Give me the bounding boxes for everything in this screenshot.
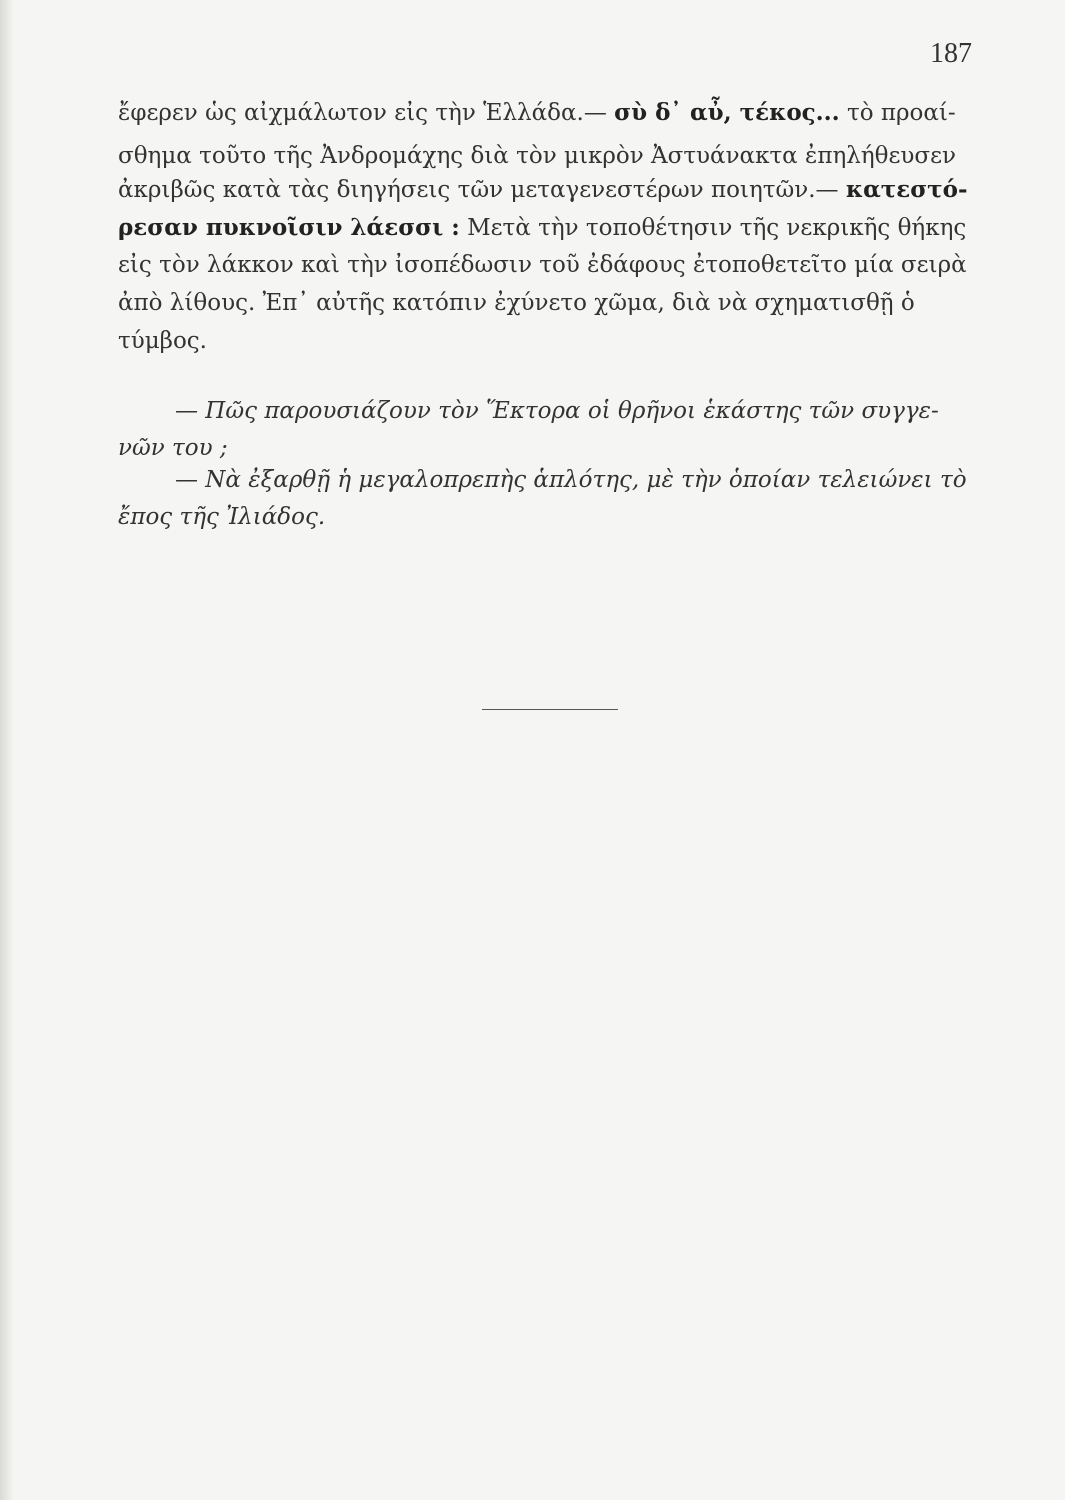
- commentary-line-7: τύμβος.: [118, 328, 207, 354]
- commentary-line-2: σθημα τοῦτο τῆς Ἀνδρομάχης διὰ τὸν μικρὸν Ἀστυάνακτα ἐπηλήθευσεν: [118, 143, 956, 169]
- section-divider: [482, 709, 618, 710]
- commentary-line-6: ἀπὸ λίθους. Ἐπ᾽ αὐτῆς κατόπιν ἐχύνετο χῶμα, διὰ νὰ σχηματισθῇ ὁ: [118, 290, 915, 316]
- lemma-quote: σὺ δ᾽ αὖ, τέκος...: [614, 99, 840, 126]
- commentary-text: τὸ προαί-: [839, 100, 956, 126]
- commentary-line-4: [118, 210, 966, 246]
- commentary-text: ἔφερεν ὡς αἰχμάλωτον εἰς τὴν Ἑλλάδα.—: [118, 100, 615, 126]
- page-edge-shadow: [0, 0, 14, 1500]
- commentary-line-1: [118, 95, 956, 131]
- page-number: 187: [930, 38, 972, 69]
- commentary-text: ἀκριβῶς κατὰ τὰς διηγήσεις τῶν μεταγενεστέρων ποιητῶν.—: [118, 177, 846, 203]
- question-2-line-1: — Νὰ ἐξαρθῇ ἡ μεγαλοπρεπὴς ἁπλότης, μὲ τὴν ὁποίαν τελειώνει τὸ: [175, 467, 967, 493]
- lemma-quote: ρεσαν πυκνοῖσιν λάεσσι :: [118, 214, 460, 241]
- commentary-line-5: εἰς τὸν λάκκον καὶ τὴν ἰσοπέδωσιν τοῦ ἐδάφους ἐτοποθετεῖτο μία σειρὰ: [118, 252, 967, 278]
- question-2-line-2: ἔπος τῆς Ἰλιάδος.: [118, 504, 326, 530]
- lemma-quote: κατεστό-: [845, 176, 968, 203]
- question-1-line-2: νῶν του ;: [118, 435, 228, 461]
- commentary-text: Μετὰ τὴν τοποθέτησιν τῆς νεκρικῆς θήκης: [459, 215, 967, 241]
- commentary-line-3: [118, 172, 968, 208]
- question-1-line-1: — Πῶς παρουσιάζουν τὸν Ἕκτορα οἱ θρῆνοι ἑκάστης τῶν συγγε-: [175, 398, 939, 424]
